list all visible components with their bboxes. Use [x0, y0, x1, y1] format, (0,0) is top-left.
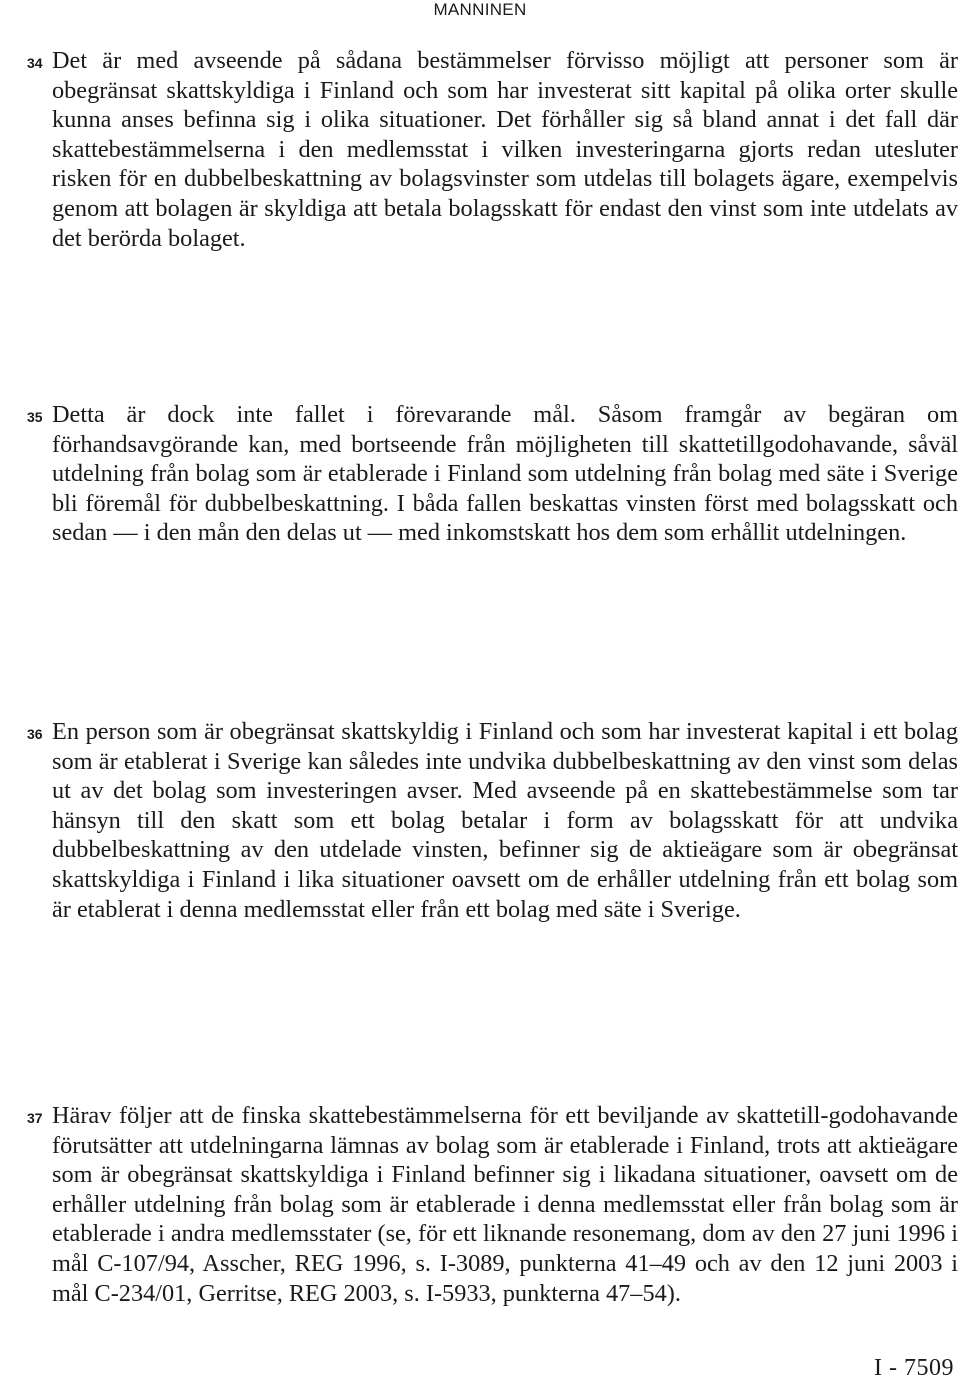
paragraph-text: Detta är dock inte fallet i förevarande mål. Såsom framgår av begäran om förhandsavgörande kan, med bortseende från möjligheten till skattetillgodohavande, såväl utdelning från bolag som är etablerade i Finland som utdelning från bolag med säte i Sverige bli föremål för dubbelbeskattning. I båda fallen beskattas vinsten först med bolagsskatt och sedan — i den mån den delas ut — med inkomstskatt hos dem som erhållit utdelningen. [52, 401, 958, 547]
paragraph-text: En person som är obegränsat skattskyldig i Finland och som har investerat kapital i ett bolag som är etablerat i Sverige kan således inte undvika dubbelbeskattning av den vinst som delas ut av det bolag som investeringen avser. Med avseende på en skattebestämmelse som tar hänsyn till den skatt som ett bolag betalar i form av bolagsskatt för att undvika dubbelbeskattning av den utdelade vinsten, befinner sig de aktieägare som är obegränsat skattskyldiga i Finland i lika situationer oavsett om de erhåller utdelning från ett bolag som är etablerat i denna medlemsstat eller från ett bolag med säte i Sverige. [52, 718, 958, 923]
page-number: I - 7509 [874, 1355, 954, 1381]
paragraph-text: Det är med avseende på sådana bestämmelser förvisso möjligt att personer som är obegränsat skattskyldiga i Finland och som har investerat sitt kapital på olika orter skulle kunna anses befinna sig i olika situationer. Det förhåller sig så bland annat i det fall där skattebestämmelserna i den medlemsstat i vilken investeringarna gjorts redan utesluter risken för en dubbelbeskattning av bolagsvinster som utdelas till bolagets ägare, exempelvis genom att bolagen är skyldiga att betala bolagsskatt för endast den vinst som inte utdelats av det berörda bolaget. [52, 47, 958, 252]
paragraph-number: 34 [27, 55, 43, 71]
paragraph-text: Härav följer att de finska skattebestämmelserna för ett beviljande av skattetill-godohavande förutsätter att utdelningarna lämnas av bolag som är etablerade i Finland, trots att aktieägare som är obegränsat skattskyldiga i Finland befinner sig i likadana situationer, oavsett om de erhåller utdelning från bolag som är etablerade i denna medlemsstat eller från bolag som är etablerade i andra medlemsstater (se, för ett liknande resonemang, dom av den 27 juni 1996 i mål C-107/94, Asscher, REG 1996, s. I-3089, punkterna 41–49 och av den 12 juni 2003 i mål C-234/01, Gerritse, REG 2003, s. I-5933, punkterna 47–54). [52, 1102, 958, 1307]
running-head: MANNINEN [433, 0, 527, 19]
paragraph-number: 37 [27, 1110, 43, 1126]
paragraph-number: 36 [27, 726, 43, 742]
paragraph-number: 35 [27, 409, 43, 425]
